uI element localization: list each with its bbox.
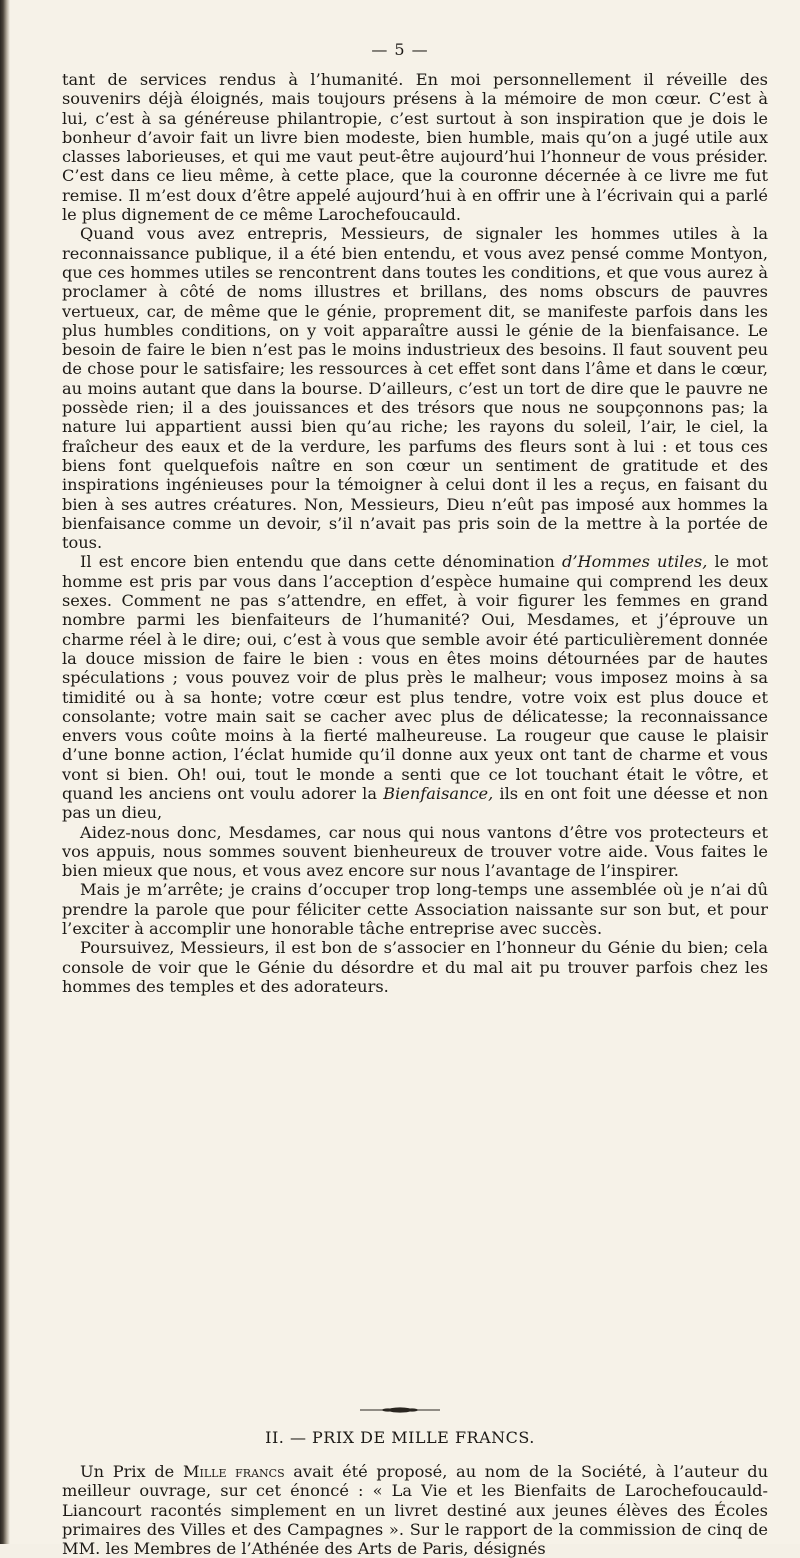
paragraph-3-part-b: le mot homme est pris par vous dans l’acception d’espèce humaine qui comprend les deux sexes. Comment ne pas s’attendre, en effet, à voir figurer les femmes en grand nombre parmi les bienfaiteurs de l’humanité? Oui, Mesdames, et j’éprouve un charme réel à le dire; oui, c’est à vous que semble avoir été particulièrement donnée la douce mission de faire le bien : vous en êtes moins détournées par de hautes spéculations ; vous pouvez voir de plus près le malheur; vous imposez moins à sa timidité ou à sa honte; votre cœur est plus tendre, votre voix est plus douce et consolante; votre main sait se cacher avec plus de délicatesse; la reconnaissance envers vous coûte moins à la fierté malheureuse. La rougeur que cause le plaisir d’une bonne action, l’éclat humide qu’il donne aux yeux ont tant de charme et vous vont si bien. Oh! oui, tout le monde a senti que ce lot touchant était le vôtre, et quand les anciens ont voulu adorer la <box>62 552 768 803</box>
page-binding-edge <box>0 0 10 1544</box>
section-divider-ornament <box>0 1399 800 1418</box>
paragraph-5: Mais je m’arrête; je crains d’occuper trop long-temps une assemblée où je n’ai dû prendre la parole que pour féliciter cette Association naissante sur son but, et pour l’exciter à accomplir une honorable tâche entreprise avec succès. <box>62 880 768 939</box>
paragraph-3 <box>62 552 768 822</box>
section-text-smallcaps: Mille francs <box>182 1462 285 1481</box>
paragraph-3-part-c: ils en ont foit une déesse et non pas un dieu, <box>62 783 768 823</box>
paragraph-1: tant de services rendus à l’humanité. En moi personnellement il réveille des souvenirs déjà éloignés, mais toujours présens à la mémoire de mon cœur. C’est à lui, c’est à sa généreuse philantropie, c’est surtout à son inspiration que je dois le bonheur d’avoir fait un livre bien modeste, bien humble, mais qu’on a jugé utile aux classes laborieuses, et qui me vaut peut-être aujourd’hui l’honneur de vous présider. C’est dans ce lieu même, à cette place, que la couronne décernée à ce livre me fut remise. Il m’est doux d’être appelé aujourd’hui à en offrir une à l’écrivain qui a parlé le plus dignement de ce même Larochefoucauld. <box>62 70 768 225</box>
divider-flourish-icon <box>360 1406 440 1414</box>
paragraph-4: Aidez-nous donc, Mesdames, car nous qui nous vantons d’être vos protecteurs et vos appuis, nous sommes souvent bienheureux de trouver votre aide. Vous faites le bien mieux que nous, et vous avez encore sur nous l’avantage de l’inspirer. <box>62 822 768 881</box>
main-text <box>62 70 768 996</box>
paragraph-3-part-a: Il est encore bien entendu que dans cette dénomination <box>80 552 555 572</box>
paragraph-6: Poursuivez, Messieurs, il est bon de s’associer en l’honneur du Génie du bien; cela console de voir que le Génie du désordre et du mal ait pu trouver parfois chez les hommes des temples et des adorateurs. <box>62 938 768 996</box>
italic-term-bienfaisance: Bienfaisance, <box>383 783 494 803</box>
italic-term-hommes-utiles: d’Hommes utiles, <box>561 552 708 572</box>
section-title: II. — PRIX DE MILLE FRANCS. <box>265 1428 535 1447</box>
paragraph-2: Quand vous avez entrepris, Messieurs, de signaler les hommes utiles à la reconnaissance publique, il a été bien entendu, et vous avez pensé comme Montyon, que ces hommes utiles se rencontrent dans toutes les conditions, et que vous aurez à proclamer à côté de noms illustres et brillans, des noms obscurs de pauvres vertueux, car, de même que le génie, proprement dit, se manifeste parfois dans les plus humbles conditions, on y voit apparaître aussi le génie de la bienfaisance. Le besoin de faire le bien n’est pas le moins industrieux des besoins. Il faut souvent peu de chose pour le satisfaire; les ressources à cet effet sont dans l’âme et dans le cœur, au moins autant que dans la bourse. D’ailleurs, c’est un tort de dire que le pauvre ne possède rien; il a des jouissances et des trésors que nous ne soupçonnons pas; la nature lui appartient aussi bien qu’au riche; les rayons du soleil, l’air, le ciel, la fraîcheur des eaux et de la verdure, les parfums des fleurs sont à lui : et tous ces biens font quelquefois naître en son cœur un sentiment de gratitude et des inspirations ingénieuses pour la témoigner à celui dont il les a reçus, en faisant du bien à ses autres créatures. Non, Messieurs, Dieu n’eût pas imposé aux hommes la bienfaisance comme un devoir, s’il n’avait pas pris soin de la mettre à la portée de tous. <box>62 224 768 553</box>
section-text-part-b: avait été proposé, au nom de la Société, à l’auteur du meilleur ouvrage, sur cet énoncé : « La Vie et les Bienfaits de Larochefoucauld-Liancourt racontés simplement en un livret destiné aux jeunes élèves des Écoles primaires des Villes et des Campagnes ». Sur le rapport de la commission de cinq de MM. les Membres de l’Athénée des Arts de Paris, désignés <box>62 1462 769 1558</box>
page-number: — 5 — <box>371 40 429 59</box>
section-text-part-a: Un Prix de <box>80 1462 175 1481</box>
